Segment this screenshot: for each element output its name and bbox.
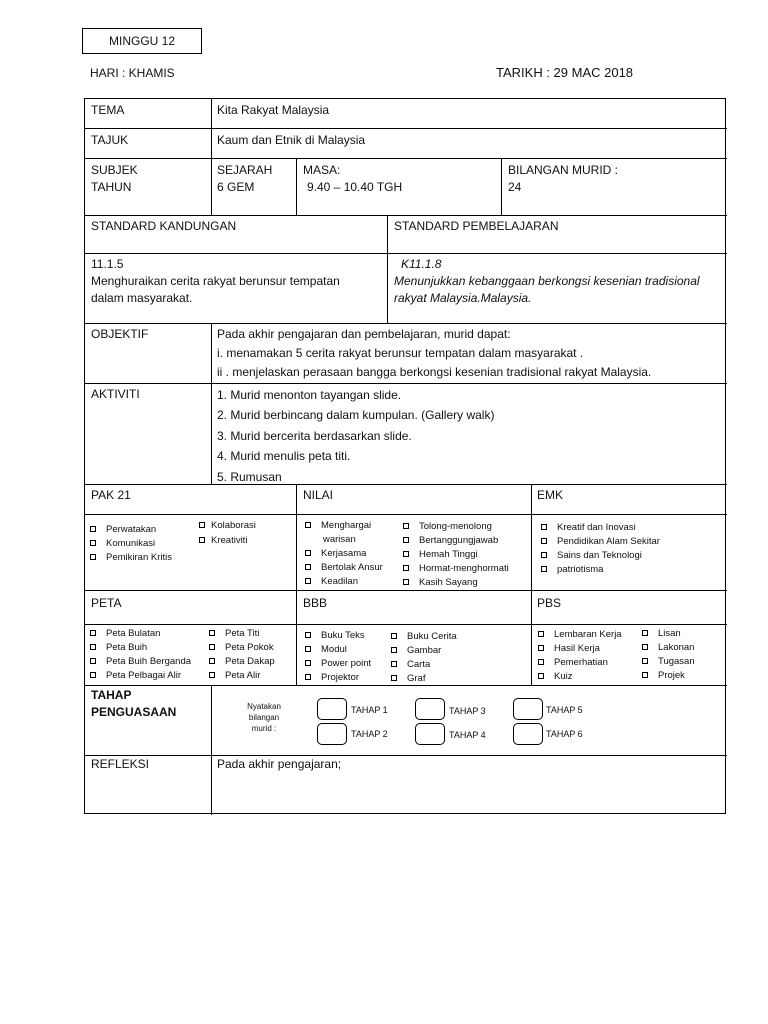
bbb-item[interactable]: Gambar (391, 645, 441, 656)
day-label: HARI : KHAMIS (90, 66, 175, 80)
pbs-item[interactable]: Lakonan (642, 642, 694, 653)
pbs-item[interactable]: Kuiz (538, 671, 572, 682)
tahap-3-label: TAHAP 3 (449, 706, 486, 716)
emk-item[interactable]: Kreatif dan Inovasi (541, 522, 636, 533)
pbs-item[interactable]: Lisan (642, 628, 681, 639)
date-label: TARIKH : 29 MAC 2018 (496, 65, 634, 80)
tahap-label: TAHAP (91, 688, 132, 702)
pembelajaran-text-2: rakyat Malaysia.Malaysia. (394, 291, 532, 305)
kandungan-text-1: Menghuraikan cerita rakyat berunsur tempatan (91, 274, 340, 288)
peta-label: PETA (91, 596, 122, 610)
tahap-6-label: TAHAP 6 (546, 729, 583, 739)
tahap-5-count-box[interactable] (513, 698, 543, 720)
bbb-label: BBB (303, 596, 328, 610)
pbs-item[interactable]: Projek (642, 670, 685, 681)
peta-item[interactable]: Peta Bulatan (90, 628, 160, 639)
nilai-item[interactable]: Tolong-menolong (403, 521, 492, 532)
tahap-note-3: murid : (251, 724, 277, 733)
lesson-plan-table (84, 98, 726, 814)
kandungan-code: 11.1.5 (91, 257, 124, 271)
nilai-item[interactable]: Hemah Tinggi (403, 549, 478, 560)
bbb-item[interactable]: Buku Teks (305, 630, 365, 641)
emk-item[interactable]: Sains dan Teknologi (541, 550, 642, 561)
nilai-item-cont: warisan (323, 534, 356, 545)
subjek-label: SUBJEK (91, 163, 138, 177)
aktiviti-item: 2. Murid berbincang dalam kumpulan. (Gallery walk) (217, 408, 495, 422)
tema-label: TEMA (91, 103, 125, 117)
pbs-item[interactable]: Tugasan (642, 656, 695, 667)
bilangan-value: 24 (508, 180, 522, 194)
pak21-item[interactable]: Pemikiran Kritis (90, 552, 172, 563)
tajuk-value: Kaum dan Etnik di Malaysia (217, 133, 366, 147)
week-box: MINGGU 12 (82, 28, 202, 54)
peta-item[interactable]: Peta Titi (209, 628, 259, 639)
pak21-item[interactable]: Perwatakan (90, 524, 156, 535)
emk-label: EMK (537, 488, 564, 502)
pbs-item[interactable]: Hasil Kerja (538, 643, 600, 654)
penguasaan-label: PENGUASAAN (91, 705, 177, 719)
aktiviti-item: 4. Murid menulis peta titi. (217, 449, 351, 463)
emk-item[interactable]: patriotisma (541, 564, 603, 575)
masa-value: 9.40 – 10.40 TGH (307, 180, 403, 194)
pembelajaran-code: K11.1.8 (401, 257, 442, 271)
refleksi-value: Pada akhir pengajaran; (217, 757, 342, 771)
aktiviti-item: 1. Murid menonton tayangan slide. (217, 388, 402, 402)
nilai-item[interactable]: Keadilan (305, 576, 358, 587)
peta-item[interactable]: Peta Dakap (209, 656, 275, 667)
bbb-item[interactable]: Power point (305, 658, 371, 669)
bbb-item[interactable]: Carta (391, 659, 430, 670)
class-value: 6 GEM (217, 180, 255, 194)
tahun-label: TAHUN (91, 180, 132, 194)
kandungan-text-2: dalam masyarakat. (91, 291, 193, 305)
peta-item[interactable]: Peta Pokok (209, 642, 274, 653)
tahap-1-count-box[interactable] (317, 698, 347, 720)
tahap-4-count-box[interactable] (415, 723, 445, 745)
pak21-item[interactable]: Kreativiti (199, 535, 247, 546)
bbb-item[interactable]: Buku Cerita (391, 631, 457, 642)
nilai-item[interactable]: Kasih Sayang (403, 577, 478, 588)
tahap-4-label: TAHAP 4 (449, 730, 486, 740)
aktiviti-label: AKTIVITI (91, 387, 140, 401)
pak21-item[interactable]: Komunikasi (90, 538, 155, 549)
tahap-1-label: TAHAP 1 (351, 705, 388, 715)
masa-label: MASA: (303, 163, 341, 177)
tema-value: Kita Rakyat Malaysia (217, 103, 330, 117)
peta-item[interactable]: Peta Alir (209, 670, 260, 681)
pak21-item[interactable]: Kolaborasi (199, 520, 256, 531)
peta-item[interactable]: Peta Buih (90, 642, 147, 653)
nilai-label: NILAI (303, 488, 334, 502)
objektif-intro: Pada akhir pengajaran dan pembelajaran, murid dapat: (217, 327, 511, 341)
pbs-item[interactable]: Lembaran Kerja (538, 629, 622, 640)
nilai-item[interactable]: Kerjasama (305, 548, 366, 559)
standard-kandungan-label: STANDARD KANDUNGAN (91, 219, 237, 233)
tahap-3-count-box[interactable] (415, 698, 445, 720)
tahap-2-count-box[interactable] (317, 723, 347, 745)
objektif-item: i. menamakan 5 cerita rakyat berunsur tempatan dalam masyarakat . (217, 346, 584, 360)
tahap-2-label: TAHAP 2 (351, 729, 388, 739)
nilai-item[interactable]: Bertanggungjawab (403, 535, 498, 546)
aktiviti-item: 5. Rumusan (217, 470, 282, 484)
tahap-5-label: TAHAP 5 (546, 705, 583, 715)
pembelajaran-text-1: Menunjukkan kebanggaan berkongsi kesenian tradisional (394, 274, 700, 288)
objektif-label: OBJEKTIF (91, 327, 149, 341)
tajuk-label: TAJUK (91, 133, 129, 147)
subject-value: SEJARAH (217, 163, 273, 177)
bilangan-label: BILANGAN MURID : (508, 163, 619, 177)
pbs-label: PBS (537, 596, 562, 610)
aktiviti-item: 3. Murid bercerita berdasarkan slide. (217, 429, 412, 443)
tahap-6-count-box[interactable] (513, 723, 543, 745)
refleksi-label: REFLEKSI (91, 757, 150, 771)
bbb-item[interactable]: Projektor (305, 672, 359, 683)
nilai-item[interactable]: Menghargai (305, 520, 371, 531)
pak21-label: PAK 21 (91, 488, 131, 502)
emk-item[interactable]: Pendidikan Alam Sekitar (541, 536, 660, 547)
peta-item[interactable]: Peta Buih Berganda (90, 656, 191, 667)
tahap-note-2: bilangan (248, 713, 280, 722)
standard-pembelajaran-label: STANDARD PEMBELAJARAN (394, 219, 559, 233)
bbb-item[interactable]: Modul (305, 644, 347, 655)
peta-item[interactable]: Peta Pelbagai Alir (90, 670, 181, 681)
nilai-item[interactable]: Bertolak Ansur (305, 562, 383, 573)
objektif-item: ii . menjelaskan perasaan bangga berkongsi kesenian tradisional rakyat Malaysia. (217, 365, 652, 379)
pbs-item[interactable]: Pemerhatian (538, 657, 608, 668)
bbb-item[interactable]: Graf (391, 673, 425, 684)
nilai-item[interactable]: Hormat-menghormati (403, 563, 509, 574)
tahap-note-1: Nyatakan (247, 702, 281, 711)
